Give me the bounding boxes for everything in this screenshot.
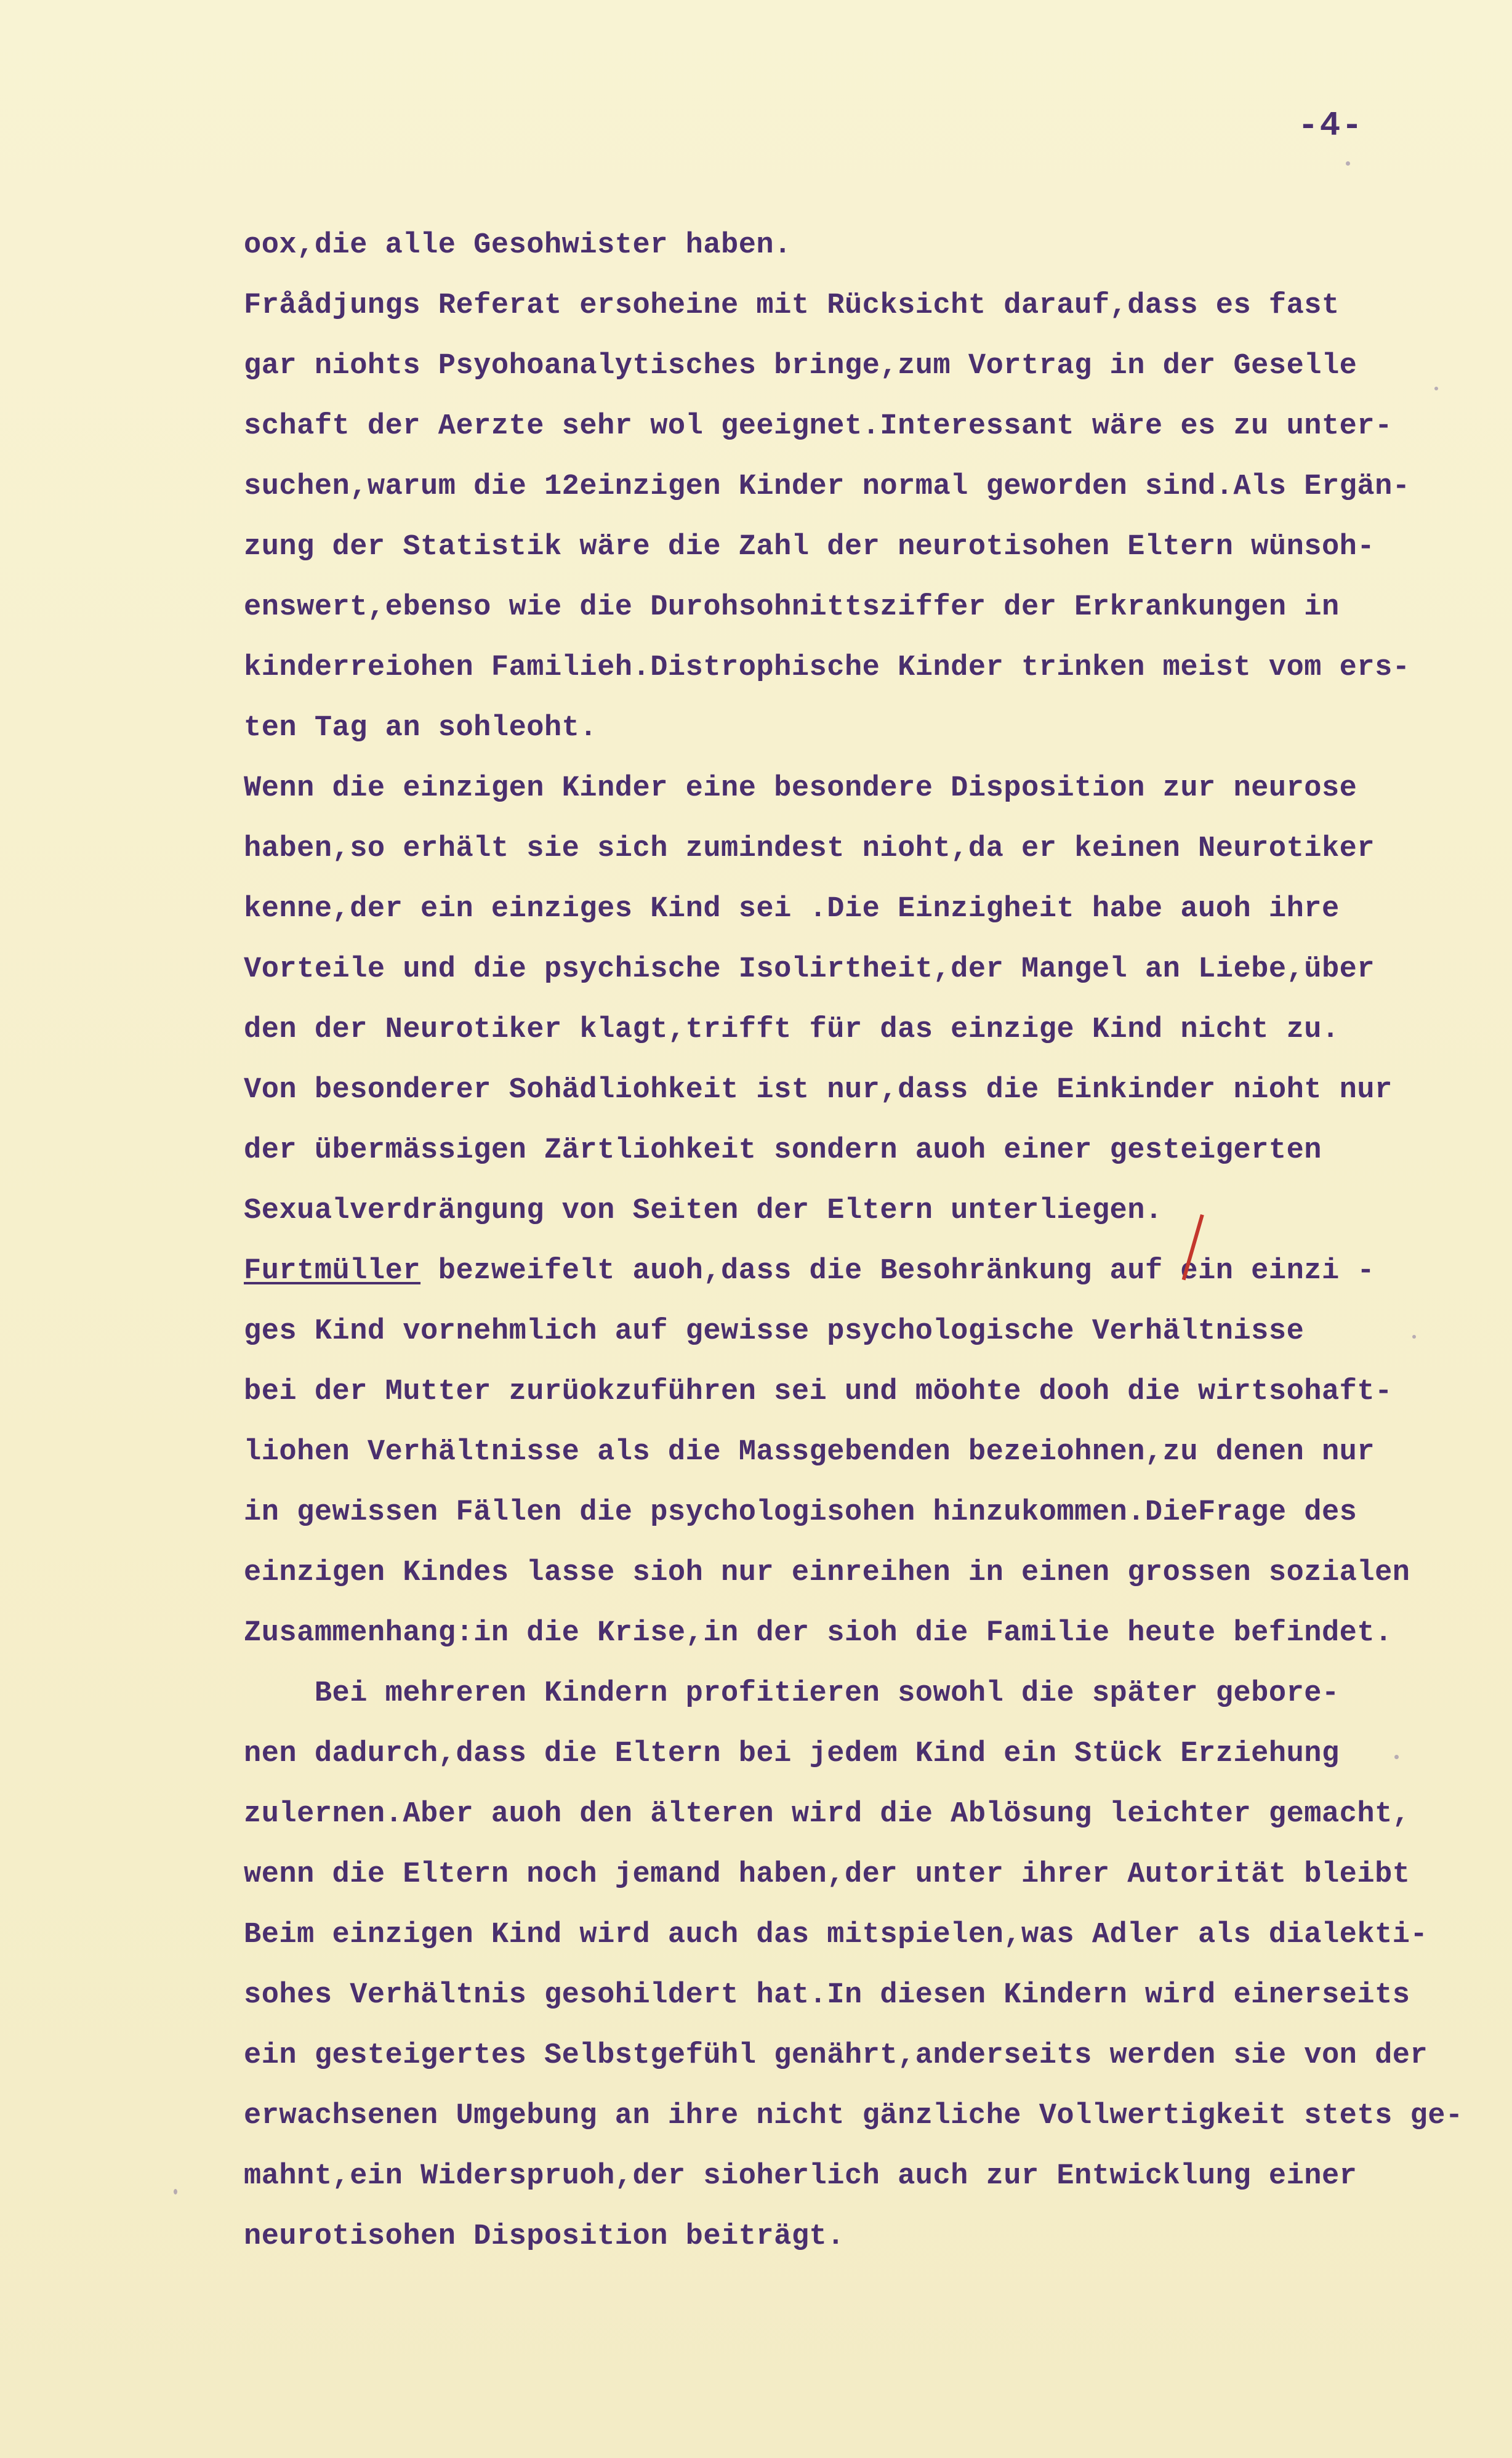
text-line: nen dadurch,dass die Eltern bei jedem Kind ein Stück Erziehung	[244, 1738, 1340, 1770]
text-line: sohes Verhältnis gesohildert hat.In diesen Kindern wird einerseits	[244, 1979, 1410, 2012]
paper-speck	[1434, 387, 1438, 390]
text-line: Von besonderer Sohädliohkeit ist nur,dass die Einkinder nioht nur	[244, 1074, 1393, 1106]
paper-speck	[1346, 161, 1350, 166]
typed-text-body	[244, 216, 1481, 2267]
text-line: Beim einzigen Kind wird auch das mitspielen,was Adler als dialekti-	[244, 1919, 1428, 1951]
speaker-name: Furtmüller	[244, 1255, 421, 1287]
paper-speck	[174, 2189, 177, 2194]
text-line-rest: bezweifelt auoh,dass die Besohränkung auf ein einzi -	[438, 1255, 1375, 1287]
text-line: enswert,ebenso wie die Durohsohnittsziffer der Erkrankungen in	[244, 591, 1340, 624]
text-line: der übermässigen Zärtliohkeit sondern auoh einer gesteigerten	[244, 1134, 1322, 1167]
text-line: kenne,der ein einziges Kind sei .Die Einzigheit habe auoh ihre	[244, 893, 1340, 925]
text-line: kinderreiohen Familieh.Distrophische Kinder trinken meist vom ers-	[244, 651, 1410, 684]
text-line: liohen Verhältnisse als die Massgebenden bezeiohnen,zu denen nur	[244, 1436, 1375, 1469]
text-line: Sexualverdrängung von Seiten der Eltern unterliegen.	[244, 1195, 1163, 1227]
text-line: schaft der Aerzte sehr wol geeignet.Interessant wäre es zu unter-	[244, 410, 1393, 443]
text-line: mahnt,ein Widerspruoh,der sioherlich auch zur Entwicklung einer	[244, 2160, 1357, 2193]
text-line: Wenn die einzigen Kinder eine besondere Disposition zur neurose	[244, 772, 1357, 805]
text-line: ein gesteigertes Selbstgefühl genährt,anderseits werden sie von der	[244, 2039, 1428, 2072]
text-line: oox,die alle Gesohwister haben.	[244, 229, 792, 262]
text-line: haben,so erhält sie sich zumindest nioht,da er keinen Neurotiker	[244, 832, 1375, 865]
text-line: Zusammenhang:in die Krise,in der sioh die Familie heute befindet.	[244, 1617, 1393, 1650]
text-line: den der Neurotiker klagt,trifft für das einzige Kind nicht zu.	[244, 1013, 1340, 1046]
text-line: suchen,warum die 12einzigen Kinder normal geworden sind.Als Ergän-	[244, 470, 1410, 503]
text-line: neurotisohen Disposition beiträgt.	[244, 2220, 845, 2253]
text-line: einzigen Kindes lasse sioh nur einreihen in einen grossen sozialen	[244, 1557, 1410, 1589]
text-line-speaker	[244, 1241, 1481, 1302]
paper-speck	[1412, 1335, 1416, 1339]
text-line: Bei mehreren Kindern profitieren sowohl die später gebore-	[244, 1677, 1340, 1710]
text-line: erwachsenen Umgebung an ihre nicht gänzliche Vollwertigkeit stets ge-	[244, 2100, 1463, 2132]
text-line: Fråådjungs Referat ersoheine mit Rücksicht darauf,dass es fast	[244, 289, 1340, 322]
paper-speck	[1394, 1755, 1399, 1759]
text-line: bei der Mutter zurüokzuführen sei und möohte dooh die wirtsohaft-	[244, 1376, 1393, 1408]
text-line: ges Kind vornehmlich auf gewisse psychologische Verhältnisse	[244, 1315, 1305, 1348]
text-line: ten Tag an sohleoht.	[244, 712, 598, 744]
text-line: zung der Statistik wäre die Zahl der neurotisohen Eltern wünsoh-	[244, 531, 1375, 563]
text-line: in gewissen Fällen die psychologisohen hinzukommen.DieFrage des	[244, 1496, 1357, 1529]
text-line: Vorteile und die psychische Isolirtheit,der Mangel an Liebe,über	[244, 953, 1375, 986]
text-line: zulernen.Aber auoh den älteren wird die Ablösung leichter gemacht,	[244, 1798, 1410, 1831]
page-number: -4-	[1298, 106, 1364, 145]
text-line: wenn die Eltern noch jemand haben,der unter ihrer Autorität bleibt	[244, 1858, 1410, 1891]
text-line: gar niohts Psyohoanalytisches bringe,zum Vortrag in der Geselle	[244, 350, 1357, 382]
